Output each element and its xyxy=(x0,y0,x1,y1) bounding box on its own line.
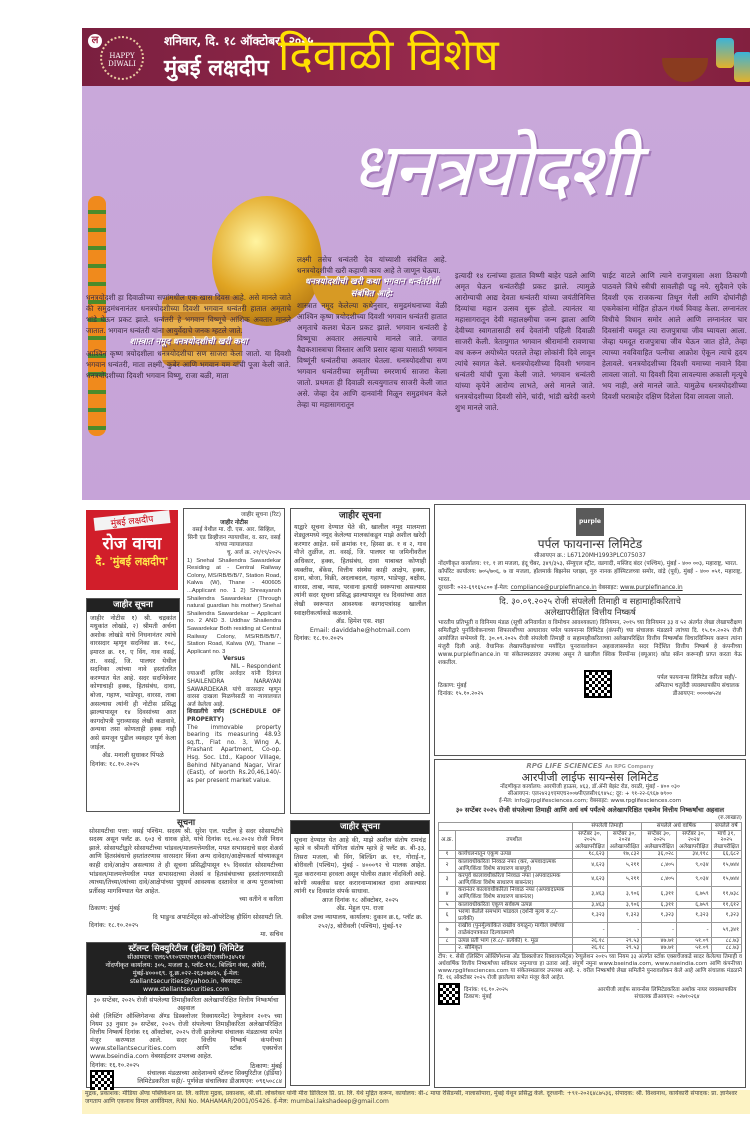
notice-date: दिनांक: १५.१०.२०२५ xyxy=(438,691,484,697)
column-header: मार्च ३१, २०२५ लेखापरीक्षित xyxy=(711,830,741,851)
notes: टीप: १. सेबी (लिस्टिंग ऑब्लिगेशन्स अँड डिस्क्लोजर रिक्वायरमेंट्स) रेग्युलेशन २०१५ च्या नियम ३३ अंतर्गत स्टॉक एक्सचेंजकडे सादर केलेल्या तिमाही व अर्धवार्षिक वित्तीय निष्कर्षांच्या सविस्तर नमुन्याचा हा उतारा आहे. संपूर्ण नमुना www.bseindia.com, www.nseindia.com आणि कंपनीच्या www.rpglifesciences.com या संकेतस्थळावर उपलब्ध आहे. २. वरील निष्कर्षांचे लेखा समितीने पुनरावलोकन केले आहे आणि संचालक मंडळाने दि. १६ ऑक्टोबर २०२५ रोजी झालेल्या सभेत मंजूर केले आहेत. xyxy=(438,953,742,981)
rpg-group: An RPG Company xyxy=(604,764,654,770)
table-cell: ८८.७३ xyxy=(711,937,741,945)
notice-body: भारतीय प्रतिभूती व विनिमय मंडळ (सूची अनिवार्यता व विमोचन आवश्यकता) विनियमन, २०१५ च्या विनियमन ३३ व ५२ अंतर्गत लेखा लेखापरीक्षण समितीद्वारे पुनर्विलोकनाच्या शिफारशींच्या आधारावर पर्पल फायनान्स लिमिटेड (कंपनी) च्या संचालक मंडळाने त्यांच्या दि. १५.१०.२०२५ रोजी आयोजित सभेमध्ये दि. ३०.०९.२०२५ रोजी संपलेली तिमाही व सहामाहीकरिताच्या अलेखापरिक्षित वित्तीय निष्कर्षांस विचारविनिमय करून त्यांना मंजुरी दिली आहे. वैधानिक लेखापरीक्षकांच्या मर्यादित पुनरावलोकन अहवालासमवेत सदर निर्देशित वित्तीय निष्कर्ष हे कंपनीच्या www.purplefinance.in या संकेतस्थळावर उपलब्ध असून ते खालील क्विक रिस्पॉन्स (क्यूआर) कोड स्कॅन करूनही प्राप्त करता येऊ शकतील. xyxy=(438,620,742,666)
table-row xyxy=(439,937,742,945)
table-cell: २६.१८ xyxy=(573,945,608,953)
notice-title: जाहीर नोटीस xyxy=(220,519,248,526)
badge-top: HAPPY xyxy=(109,52,135,60)
table-cell: ९,०३४ xyxy=(676,873,711,887)
table-cell: १,३२३ xyxy=(607,909,642,923)
notice-date: आज दिनांक १८ ऑक्टोबर, २०२५ xyxy=(321,896,399,904)
newspaper-ad xyxy=(86,510,178,590)
group-header: संपलेली तिमाही xyxy=(573,823,642,831)
table-cell: ४,६२३ xyxy=(573,873,608,887)
website-label: वेबसाइट: xyxy=(596,585,621,591)
table-row xyxy=(439,887,742,901)
table-cell: ५,२११ xyxy=(607,858,642,872)
table-cell: उत्पन्न प्रती भाग (रु.८/- प्रत्येकी) १. मूळ xyxy=(456,937,573,945)
company-phone: दूर: + ९१-२२-६९६७ ७९०० xyxy=(615,791,673,797)
diwali-feature xyxy=(82,86,750,500)
notice-title: जाहीर सूचना xyxy=(291,821,429,834)
table-cell: ५ xyxy=(439,901,456,909)
article-text: आश्विन कृष्ण त्रयोदशीला धनत्रयोदशीचा सण साजरा केला जातो. या दिवशी भगवान धन्वंतरी, माता लक्ष्मी, कुबेर आणि भगवान यम यांची पूजा केली जाते. धनत्रयोदशीच्या दिवशी भगवान विष्णू, राजा बळी, माता xyxy=(86,349,291,380)
table-cell: - xyxy=(607,923,642,937)
notice-title: जाहीर सूचना xyxy=(338,511,382,521)
table-cell: २९.५३ xyxy=(607,937,642,945)
notice-for: च्या वतीने व करिता xyxy=(239,896,283,904)
table-cell: १७,८३२ xyxy=(607,851,642,859)
court-notice xyxy=(183,508,285,814)
purple-finance-notice xyxy=(434,504,746,756)
table-cell: ९,०३४ xyxy=(676,858,711,872)
table-cell: ५९,३४१ xyxy=(711,923,741,937)
ad-paper-name: मुंबई लक्षदीप xyxy=(94,510,171,531)
table-cell: ७ xyxy=(439,923,456,937)
table-cell: भरणा केलेले समभाग भांडवल (दर्शनी मूल्य रु.८/-प्रत्येकी) xyxy=(456,909,573,923)
notice-body: सोसायटीचा पत्ता: वसई पश्चिम. सदस्य श्री. सुरेश एल. पाटील हे सदर सोसायटीचे सदस्य असून फ्लॅट क्र. ६०३ चे धारक होते, यांचे दिनांक १६.०४.२०२४ रोजी निधन झाले. सोसायटीद्वारे सोसायटीच्या भांडवल/मालमत्तेमधील, मयत सभासदाचे सदर शेअर्स आणि हितसंबंधाचे हस्तांतरणास वारसदार किंवा अन्य दावेदार/आक्षेपकर्ता यांच्याकडून काही दावे/आक्षेप असल्यास ते ही सूचना प्रसिद्धीपासून १५ दिवसांत सोसायटीच्या भांडवल/मालमत्तेमधील मयत सभासदाच्या शेअर्स व हितसंबंधाच्या हस्तांतरणासाठी त्याच्या/तिच्या/त्यांच्या दावे/आक्षेपांच्या पुष्ठ्यर्थ आवश्यक दस्तावेज व अन्य पुराव्यांच्या प्रतींसह मागविण्यात येत आहेत. xyxy=(89,827,283,895)
ad-paper-title: दै. 'मुंबई लक्षदीप' xyxy=(95,555,169,568)
schedule-heading: शिवडलीचे वर्णन (SCHEDULE OF PROPERTY) xyxy=(187,709,281,724)
notice-signer: ॲड. हिमेश एस. शहा xyxy=(335,618,385,626)
table-cell: ४,६२३ xyxy=(573,858,608,872)
table-cell: २. सौमिकृत xyxy=(456,945,573,953)
result-title: ३० सप्टेंबर, २०२५ रोजी संपलेल्या तिमाहीकरिता अलेखापरिक्षित वित्तीय निष्कर्षाचा अहवाल xyxy=(93,997,279,1012)
column-header: सप्टेंबर ३०, २०२४ अलेखापरीक्षित xyxy=(607,830,642,851)
result-subtitle: अलेखापरीक्षित वित्तीय निष्कर्ष xyxy=(544,608,636,618)
table-cell: ४७.७१ xyxy=(642,937,677,945)
public-notice-left xyxy=(86,598,180,812)
section-title: दिवाळी विशेष xyxy=(278,30,499,81)
feature-column-3: इत्यादी १४ रत्नांच्या हातात विष्णी बाहेर पडले आणि अमृत घेऊन धन्वंतरीही प्रकट झाले. त्यामुळे आरोग्याची आद्य देवता धन्वंतरी यांच्या जयंतीनिमित्त दिव्यांचा महान उत्सव सुरू होतो. त्यानंतर या महासागरातून देवी महालक्ष्मीचा जन्म झाला आणि देवीच्या स्वागतासाठी सर्व देवतांनी पहिली दिवाळी साजरी केली. त्रेतायुगात भगवान श्रीरामांनी रावणाचा वध करून अयोध्येत परतले तेव्हा लोकांनी दिवे लावून त्यांचे स्वागत केले. धनत्रयोदशीच्या दिवशी भगवान धन्वंतरी यांची पूजा केली जाते. भगवान धन्वंतरी यांच्या कृपेने आरोग्य लाभते, असे मानले जाते. धनत्रयोदशीच्या दिवशी सोने, चांदी, भांडी खरेदी करणे शुभ मानले जाते. xyxy=(455,271,595,412)
notice-signer: संचालक मंडळाच्या आदेशान्वये स्टॅलन्ट सिक्युरिटीज (इंडिया) लिमिटेडकरिता सही/- पूर्णवेळ संचालिका डीआयएन: ०९६५०८८४ xyxy=(137,1070,282,1085)
result-title: दि. ३०.०९.२०२५ रोजी संपलेली तिमाही व सहामाहीकरिताचे xyxy=(499,597,681,607)
table-cell: २६.१८ xyxy=(573,937,608,945)
group-header: संपलेले वर्ष xyxy=(711,823,741,831)
table-row xyxy=(439,851,742,859)
qr-code[interactable] xyxy=(584,670,612,698)
notice-signer: दि भाडुन्ड अपार्टमेंट्स को-ऑपरेटिव्ह हौसिंग सोसायटी लि. xyxy=(152,913,283,921)
table-row xyxy=(439,858,742,872)
notice-body: जाहीर नोटीस १) श्री. चद्रकांत मधुकांत लोखंडे, २) श्रीमती अर्चना अशोक लोखंडे यांचे निधनानंतर त्यांचे वारसदार म्हणून सदनिका क्र. १०८, इमारत क्र. ११, ए विंग, गाव वसई, ता. वसई, जि. पालघर येथील सदनिका त्यांच्या नावे हस्तांतरित करण्यात येत आहे. सदर सदनिकेवर कोणाचाही हक्क, हितसंबंध, दावा, बोजा, गहाण, भाडेपट्टा, वारसा, ताबा असल्यास त्यांनी ही नोटीस प्रसिद्ध झाल्यापासून १४ दिवसांच्या आत कागदोपत्री पुराव्यासह लेखी कळवावे, अन्यथा तसा कोणताही हक्क नाही असे समजून पुढील व्यवहार पूर्ण केला जाईल. xyxy=(90,614,176,751)
notice-address: वकील उच्च न्यायालय, कार्यालय: दुकान क्र.६, प्लॉट क्र. २५२/३, बोरीवली (पश्चिम), मुंबई-९२ xyxy=(297,913,423,930)
table-cell: २९.५३ xyxy=(607,945,642,953)
issue-date: शनिवार, दि. १८ ऑक्टोबर, २०२५ xyxy=(164,34,314,48)
table-cell: १,३२३ xyxy=(642,909,677,923)
purple-logo: purple xyxy=(576,508,604,536)
table-row xyxy=(439,901,742,909)
paper-logo: ल xyxy=(88,34,102,48)
table-row xyxy=(439,873,742,887)
respondent: NIL – Respondent xyxy=(230,663,281,670)
email-link[interactable]: compliance@purplefinance.in xyxy=(510,585,597,591)
lantern-icon xyxy=(716,38,734,68)
table-cell: करानंतर कालावधीकरिता निव्वळ नफा (अपवादात्मक आणि/किंवा विशेष साधारण बाबनंतर) xyxy=(456,887,573,901)
table-cell: ३६,०२८ xyxy=(642,851,677,859)
article-subhead: धनत्रयोदशीची खरी कथा भगवान धन्वंतरीशी संबंधित आहे: xyxy=(305,277,439,299)
table-cell: १५,७४४ xyxy=(711,873,741,887)
notice-title: जाहीर सूचना xyxy=(87,599,179,612)
company-address: नोंदणीकृत कार्यालय: ३०५, मजला ३, प्लॉट-१९८, बिल्डिंग नंबर, अंधेरी, मुंबई-४०००६९. दू.क्र.०२२-२६३०७४६५, ई-मेल: stellantsecurities@yahoo.in, वेबसाइट: www.stellantsecurities.com xyxy=(105,962,267,993)
registered-office: नोंदणीकृत कार्यालय: ११, १ ला मजला, इंदू चेंबर, ३४९/३५३, सॅम्युएल स्ट्रीट, वडगादी, मस्जिद बंदर (पश्चिम), मुंबई - ४०० ००३, महाराष्ट्र, भारत. xyxy=(438,561,738,567)
company-name: स्टॅलन्ट सिक्युरिटीज (इंडिया) लिमिटेड xyxy=(128,944,244,954)
table-row xyxy=(439,909,742,923)
lost-agreement-notice xyxy=(290,820,430,1086)
table-cell: ६,७५९ xyxy=(676,887,711,901)
notice-signer: आरपीजी लाईफ सायन्सेस लिमिटेडकरिता अशोक नायर व्यवस्थापकीय संचालक डीआयएन: ०२७१०२६४ xyxy=(597,986,737,1000)
table-cell: ३४,११८ xyxy=(676,851,711,859)
unit-label: (रु.लाखात) xyxy=(718,815,742,821)
column-header: अ.क्र. xyxy=(439,830,456,851)
table-cell: करपूर्व कालावधीकरिता निव्वळ नफा (अपवादात्मक आणि/किंवा विशेष साधारण बाबनंतर) xyxy=(456,873,573,887)
table-cell: - xyxy=(642,923,677,937)
versus: Versus xyxy=(223,656,245,663)
table-cell: ३,९०६ xyxy=(607,887,642,901)
table-cell: ६ xyxy=(439,909,456,923)
table-cell: ८ xyxy=(439,937,456,945)
table-cell: ६,७५९ xyxy=(676,901,711,909)
table-cell: १५,७४४ xyxy=(711,858,741,872)
happy-diwali-badge xyxy=(100,36,144,80)
notice-date: दिनांक: १६.१०.२०२५ xyxy=(90,1062,140,1069)
rpg-logo: RPG LIFE SCIENCES xyxy=(526,762,603,770)
table-cell: ८,४०५ xyxy=(642,873,677,887)
diya-icon xyxy=(662,58,708,82)
column-header: तपशील xyxy=(456,830,573,851)
feature-column-4: चाईट वाटले आणि त्याने राजपुत्राला अशा ठिकाणी पाठवले जिथे स्त्रीची सावलीही पडू नये. सुदैवाने एके दिवशी एक राजकन्या तिथून गेली आणि दोघांनीही एकमेकांना मोहित होऊन गंधर्व विवाह केला. लग्नानंतर विधीचे विधान समोर आले आणि लग्नानंतर चार दिवसांनी यमदूत त्या राजपुत्राचा जीव घ्यायला आला. जेव्हा यमदूत राजपुत्राचा जीव घेऊन जात होते, तेव्हा त्याच्या नवविवाहित पत्नीचा आक्रोश ऐकून त्याचे हृदय हेलावले. धनत्रयोदशीच्या दिवशी यमाच्या नावाने दिवा लावला जातो. या दिवशी दिवा लावल्यास अकाली मृत्यूचे भय नाही, असे मानले जाते. यामुळेच धनत्रयोदशीच्या दिवशी घराबाहेर दक्षिण दिशेला दिवा लावला जातो. xyxy=(602,271,747,401)
notice-title: सूचना xyxy=(176,818,196,828)
table-cell: २ xyxy=(439,858,456,872)
case-number: चु. अर्ज क्र. २१/१९/२०२५ xyxy=(226,549,281,556)
notice-body: याद्वारे सूचना देण्यात येते की, खालील नमूद मालमत्ता शेड्युलमध्ये नमूद केलेल्या मालकांकडून माझे अशील खरेदी करणार आहेत. सर्वे क्रमांक ११, हिस्सा क्र. १ व २, गाव मौजे तुळींज, ता. वसई, जि. पालघर या जमिनीवरील अधिकार, हक्क, हितसंबंध, दावा याबाबत कोणाही व्यक्तीस, बँकेस, वित्तीय संस्थेस काही आक्षेप, हक्क, दावा, बोजा, विक्री, अदलाबदल, गहाण, भाडेपट्टा, बक्षीस, वारसा, ताबा, न्यास, परवाना इत्यादी स्वरूपाचा असल्यास त्यांनी सदर सूचना प्रसिद्ध झाल्यापासून १४ दिवसांच्या आत लेखी स्वरूपात आवश्यक कागदपत्रांसह खालील स्वाक्षरीकर्त्याकडे कळवावे. xyxy=(294,523,426,617)
notice-place: ठिकाण: मुंबई xyxy=(464,993,492,1000)
table-cell: कालावधीकरिता निव्वळ नफा (कर, अपवादात्मक आणि/किंवा विशेष साधारण बाबपूर्व) xyxy=(456,858,573,872)
contact-label: दूरध्वनी: ०२२-६९१६५८०० ई-मेल: xyxy=(438,585,511,591)
feature-column-2 xyxy=(297,254,447,410)
notice-place: ठिकाण: मुंबई xyxy=(89,904,120,912)
masthead-banner xyxy=(82,28,750,86)
notice-signer: ॲड. मेहुल एम. राजा xyxy=(336,905,384,913)
table-row xyxy=(439,923,742,937)
company-name: आरपीजी लाईफ सायन्सेस लिमिटेड xyxy=(521,771,659,784)
feature-title: धनत्रयोदशी xyxy=(348,127,636,213)
company-name: पर्पल फायनान्स लिमिटेड xyxy=(537,537,643,551)
table-cell: ६,३११ xyxy=(642,887,677,901)
table-cell: ८,४०५ xyxy=(642,858,677,872)
article-text: धनत्रयोदशी हा दिवाळीच्या सणांमधील एक खास दिवस आहे. असे मानले जाते की समुद्रमंथनानंतर धनत्रयोदशीच्या दिवशी भगवान धन्वंतरी हातात अमृताचे भांडे घेऊन प्रकट झाले. धन्वंतरी हे भगवान विष्णूचे आंशिक अवतार मानले जातात. भगवान धन्वंतरी यांना आयुर्वेदाचे जनक म्हटले जाते. xyxy=(86,293,291,335)
notice-body: सूचना देण्यात येत आहे की, माझे अशील संतोष रामचंद्र म्हात्रे व श्रीमती योगिता संतोष म्हात्रे हे फ्लॅट क्र. बी-३३, तिसरा मजला, बी विंग, बिल्डिंग क्र. ११, गोराई-१, बोरीवली (पश्चिम), मुंबई - ४०००९२ चे मालक आहेत. मूळ करारनामा हरवला असून पोलीस तक्रार नोंदविली आहे. कोणी व्यक्तीस सदर करारनाम्याबाबत दावा असल्यास त्यांनी १४ दिवसांत संपर्क साधावा. xyxy=(294,836,426,896)
table-cell: ११,६१२ xyxy=(711,901,741,909)
table-cell: कार्यचलनातून एकूण उत्पन्न xyxy=(456,851,573,859)
table-cell: ५१.०९ xyxy=(676,937,711,945)
lantern-icon xyxy=(734,52,750,82)
table-cell: ८८.७३ xyxy=(711,945,741,953)
article-text: शास्त्रात नमूद केलेल्या कथेनुसार, समुद्रमंथनाच्या वेळी आश्विन कृष्ण त्रयोदशीच्या दिवशी भगवान धन्वंतरी हातात अमृताचे कलश घेऊन प्रकट झाले. भगवान धन्वंतरी हे विष्णूचा अवतार असल्याचे मानले जाते. जगात वैद्यकशास्त्राचा विस्तार आणि प्रसार व्हावा यासाठी भगवान विष्णूंनी धन्वंतरीचा अवतार घेतला. धनत्रयोदशीचा सण भगवान धन्वंतरीच्या स्मृतीच्या स्मरणार्थ साजरा केला जातो. प्रथमतः ही दिवाळी सत्ययुगातच साजरी केली जात असे. जेव्हा देव आणि दानवांनी मिळून समुद्रमंथन केले तेव्हा या महासागरातून xyxy=(297,301,447,409)
result-title: ३० सप्टेंबर २०२५ रोजी संपलेल्या तिमाही आणि अर्ध वर्ष पर्यंतचे अलेखापरिक्षित एकमेव वित्तीय निष्कर्षांचा अहवाल xyxy=(455,806,725,814)
article-subhead: शास्त्रात नमूद धनत्रयोदशीची खरी कथा xyxy=(129,337,248,347)
corporate-office: कॉर्पोरेट कार्यालय: ७०५/७०६, ७ वा मजला, हॉलमार्क बिझनेस प्लाझा, गुरु नानक हॉस्पिटलच्या समोर, वांद्रे (पूर्व), मुंबई - ४०० ०५१, महाराष्ट्र, भारत. xyxy=(438,569,742,583)
company-cin: सीआयएन क्र.: L67120MH1993PLC075037 xyxy=(534,553,646,559)
table-cell: राखीव (पुनर्मूल्यांकित राखीव वगळून) मागील वर्षाच्या ताळेबंदपत्रकात दिल्याप्रमाणे xyxy=(456,923,573,937)
results-table xyxy=(438,822,742,953)
table-cell: १,३२३ xyxy=(573,909,608,923)
table-cell: ६६,६८२ xyxy=(711,851,741,859)
table-cell: ४ xyxy=(439,887,456,901)
notice-email: Email: daviddahe@hotmail.com xyxy=(309,626,411,634)
notice-date: दिनांक: १८.१०.२०२५ xyxy=(90,760,140,768)
paper-name: मुंबई लक्षदीप xyxy=(164,56,269,81)
imprint-footer: मुद्रक, प्रकाशक: मीडिया ॲण्ड पब्लिकेशन प्रा. लि. करिता मुद्रक, प्रकाशक, श्री.सी. लोकरेकर यांनी मीरा डिजिटल प्रिं. प्रा. लि. येथे मुद्रित करून, कार्यालय: बी-८ माया रेसिडन्सी, नालासोपारा, मुंबई येथून प्रसिद्ध केले. दूरध्वनी: +९१-२०२६४८७५३६, संपादक: श्री. विश्वनाथ, कार्यकारी संपादक: प्रा. ज्ञानेश्वर जगताप आणि एकनाथ विमल आर्यविमल, RNI No. MAHAMAR/2001/05426. ई-मेल: mumbai.lakshadeep@gmail.com xyxy=(82,1090,750,1114)
table-cell: ५१.०९ xyxy=(676,945,711,953)
table-cell: ३ xyxy=(439,873,456,887)
notice-body: ज्याअर्थी हाजिर अर्जदार यांनी दिवंगत SHAILENDRA NARAYAN SAWARDEKAR यांचे वारसदार म्हणून वारसा दाखला मिळणेसाठी या न्यायालयात अर्ज केलेला आहे. xyxy=(187,671,281,708)
table-cell: ११,७३८ xyxy=(711,887,741,901)
table-cell: कालावधीकरिता एकूण सर्वंकष उत्पन्न xyxy=(456,901,573,909)
notice-kicker: जाहीर सूचना (रिट) xyxy=(240,512,281,518)
registered-office: नोंदणीकृत कार्यालय: आरपीजी हाऊस, ४६३, डॉ.ॲनी बेझंट रोड, वरळी, मुंबई - ४०० ०३० xyxy=(500,784,680,790)
notice-place: ठिकाण: मुंबई xyxy=(250,1062,282,1070)
table-cell: - xyxy=(676,923,711,937)
notice-role: मा. सचिव xyxy=(260,930,283,938)
company-email: ई-मेल: info@rpglifesciences.com; वेबसाइट: www.rpglifesciences.com xyxy=(498,798,682,804)
table-row xyxy=(439,945,742,953)
public-notice-middle xyxy=(290,508,430,814)
table-cell: ३,४६३ xyxy=(573,887,608,901)
qr-code[interactable] xyxy=(438,983,460,1005)
notice-signer: पर्पल फायनान्स लिमिटेड करिता सही/- अमिताभ चतुर्वेदी व्यवस्थापकीय संचालक डीआयएन: ००००७५२४ xyxy=(654,675,740,697)
group-header: संपलेले अर्ध वार्षिक xyxy=(642,823,711,831)
table-cell: ३,४६३ xyxy=(573,901,608,909)
schedule-text: The immovable property bearing its measuring 48.93 sq.ft., Flat no. 3, Wing A, Prashant Apartment, Co-op. Hsg. Soc. Ltd., Kapoor Village, Behind Nityanand Nagar, Virar (East), of worth Rs.20,46,140/- as per present market value. xyxy=(187,724,281,784)
company-header xyxy=(87,943,285,995)
article-text: लक्ष्मी तसेच धन्वंतरी देव यांच्याशी संबंधित आहे. धनत्रयोदशीची खरी कहाणी काय आहे ते जाणून घेऊया. xyxy=(297,255,447,275)
table-cell: ६,३११ xyxy=(642,901,677,909)
notice-date: दिनांक: १८.१०.२०२५ xyxy=(89,922,139,930)
company-cin: सीआयएन: एल६५९१०एमएच१९८४पीएलसी०३४५१४ xyxy=(127,954,245,961)
website-link[interactable]: www.purplefinance.in xyxy=(620,585,683,591)
applicants: 1) Snehal Shailendra Sawardekar Residing at - Central Railway Colony, MS/RB/B/B/7, Station Road, Kalwa (W), Thane - 400605 ...Applicant no. 1 2) Shreayansh Shailendra Sawardekar (Through natural guardian his mother) Snehal Shailendra Sawardekar – Applicant no. 2 AND 3. Uddhav Shailendra Sawardekar Both residing at Central Railway Colony, MS/RB/B/B/7, Station Road, Kalwa (W), Thane – Applicant no. 3 xyxy=(187,557,281,655)
table-cell: १,३२३ xyxy=(711,909,741,923)
column-header: सप्टेंबर ३०, २०२५ अलेखापरीक्षित xyxy=(642,830,677,851)
feature-column-1 xyxy=(86,292,291,381)
table-cell: ४७.७१ xyxy=(642,945,677,953)
column-header: सप्टेंबर ३०, २०२५ अलेखापरीक्षित xyxy=(573,830,608,851)
notice-date: दिनांक: १६.१०.२०२५ xyxy=(464,986,508,993)
notice-body: सेबी (लिस्टिंग ऑब्लिगेशन्स ॲण्ड डिस्क्लोजर रिक्वायरमेंट) रेग्युलेशन २०१५ च्या नियम ३३ नुसार ३० सप्टेंबर, २०२५ रोजी संपलेल्या तिमाहीकरिता अलेखापरिक्षित वित्तीय निष्कर्ष दिनांक १६ ऑक्टोबर, २०२५ रोजी झालेल्या संचालक मंडळाच्या सभेत मंजूर करण्यात आले. सदर वित्तीय निष्कर्ष कंपनीच्या www.stellantsecurities.com आणि स्टॉक एक्सचेंज www.bseindia.com वेबसाईटवर उपलब्ध आहेत. xyxy=(90,1013,282,1060)
notice-signer: ॲड. मनाली सुधाकर पिंपळे xyxy=(102,752,164,760)
table-cell: १,३२३ xyxy=(676,909,711,923)
stellant-securities-notice xyxy=(86,942,286,1088)
column-header: सप्टेंबर ३०, २०२४ अलेखापरीक्षित xyxy=(676,830,711,851)
notice-date: दिनांक: १८.१०.२०२५ xyxy=(294,635,344,643)
badge-main: DIWALI xyxy=(108,60,136,68)
rpg-life-sciences-notice xyxy=(434,759,746,1088)
table-cell: १८,६२३ xyxy=(573,851,608,859)
table-cell: - xyxy=(573,923,608,937)
table-cell: ३,९०६ xyxy=(607,901,642,909)
table-cell: ५,२११ xyxy=(607,873,642,887)
table-cell: १ xyxy=(439,851,456,859)
ad-read-daily: रोज वाचा xyxy=(102,534,162,554)
court-name: वसई येथील मा. दी. एस. आर. सिव्हिल, सिनी एड डिव्हीजन न्यायाधीश, व. स्तर, वसई यांच्या न्यायालयात xyxy=(187,527,281,549)
company-cin: सीआयएन: एल२४२३९एमएच२००७पीएलसी१६९४५८; xyxy=(507,791,615,797)
table-cell xyxy=(439,945,456,953)
notice-place: ठिकाण: मुंबई xyxy=(438,683,467,689)
society-notice xyxy=(86,816,286,940)
